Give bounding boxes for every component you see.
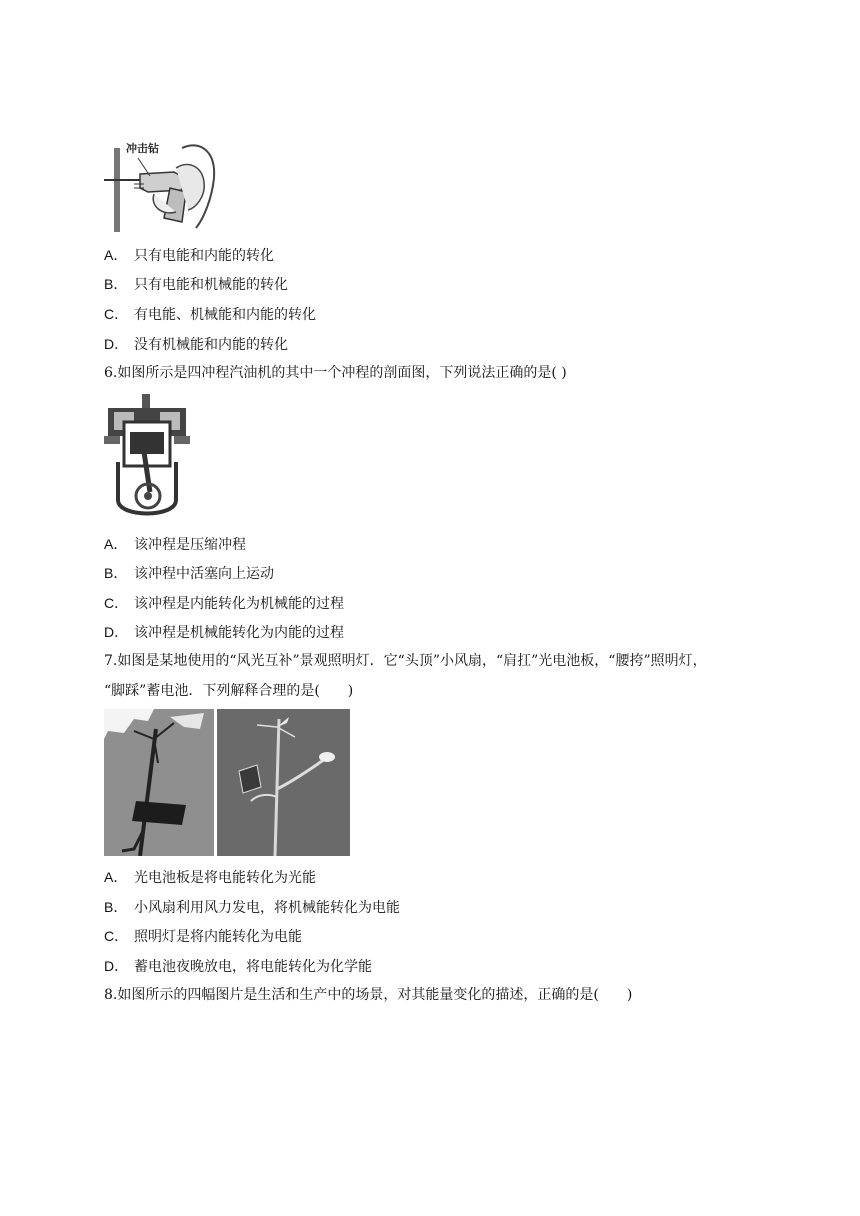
engine-cross-section-figure [104, 392, 190, 524]
wind-solar-lamp-right-illustration [217, 709, 350, 856]
q6-option-b[interactable]: B． 该冲程中活塞向上运动 [104, 565, 274, 582]
wind-solar-lamp-left-illustration [104, 709, 214, 856]
q5-option-b[interactable]: B． 只有电能和机械能的转化 [104, 276, 288, 293]
impact-drill-figure [104, 138, 222, 234]
q5-option-c[interactable]: C． 有电能、机械能和内能的转化 [104, 306, 316, 323]
q5-option-d[interactable]: D． 没有机械能和内能的转化 [104, 336, 288, 353]
q7-stem-line2: “脚踩”蓄电池．下列解释合理的是( ) [104, 683, 354, 699]
q6-option-c[interactable]: C． 该冲程是内能转化为机械能的过程 [104, 595, 344, 612]
q8-stem: 8.如图所示的四幅图片是生活和生产中的场景，对其能量变化的描述，正确的是( ) [104, 987, 633, 1003]
q6-option-d[interactable]: D． 该冲程是机械能转化为内能的过程 [104, 624, 344, 641]
q6-option-a[interactable]: A． 该冲程是压缩冲程 [104, 536, 246, 553]
figure-label-impact-drill: 冲击钻 [126, 142, 159, 155]
q6-stem: 6.如图所示是四冲程汽油机的其中一个冲程的剖面图，下列说法正确的是( ) [104, 365, 567, 381]
gasoline-engine-illustration [104, 392, 190, 524]
q7-option-b[interactable]: B． 小风扇利用风力发电，将机械能转化为电能 [104, 899, 400, 916]
wind-solar-lamp-photo-right [217, 709, 350, 856]
wind-solar-lamp-photo-left [104, 709, 214, 856]
impact-drill-illustration [104, 138, 222, 234]
q5-option-a[interactable]: A． 只有电能和内能的转化 [104, 247, 274, 264]
q7-option-c[interactable]: C． 照明灯是将内能转化为电能 [104, 928, 302, 945]
q7-option-d[interactable]: D． 蓄电池夜晚放电，将电能转化为化学能 [104, 958, 372, 975]
q7-option-a[interactable]: A． 光电池板是将电能转化为光能 [104, 869, 316, 886]
q7-stem-line1: 7.如图是某地使用的“风光互补”景观照明灯．它“头顶”小风扇，“肩扛”光电池板，“腰挎”照明灯， [104, 653, 707, 669]
